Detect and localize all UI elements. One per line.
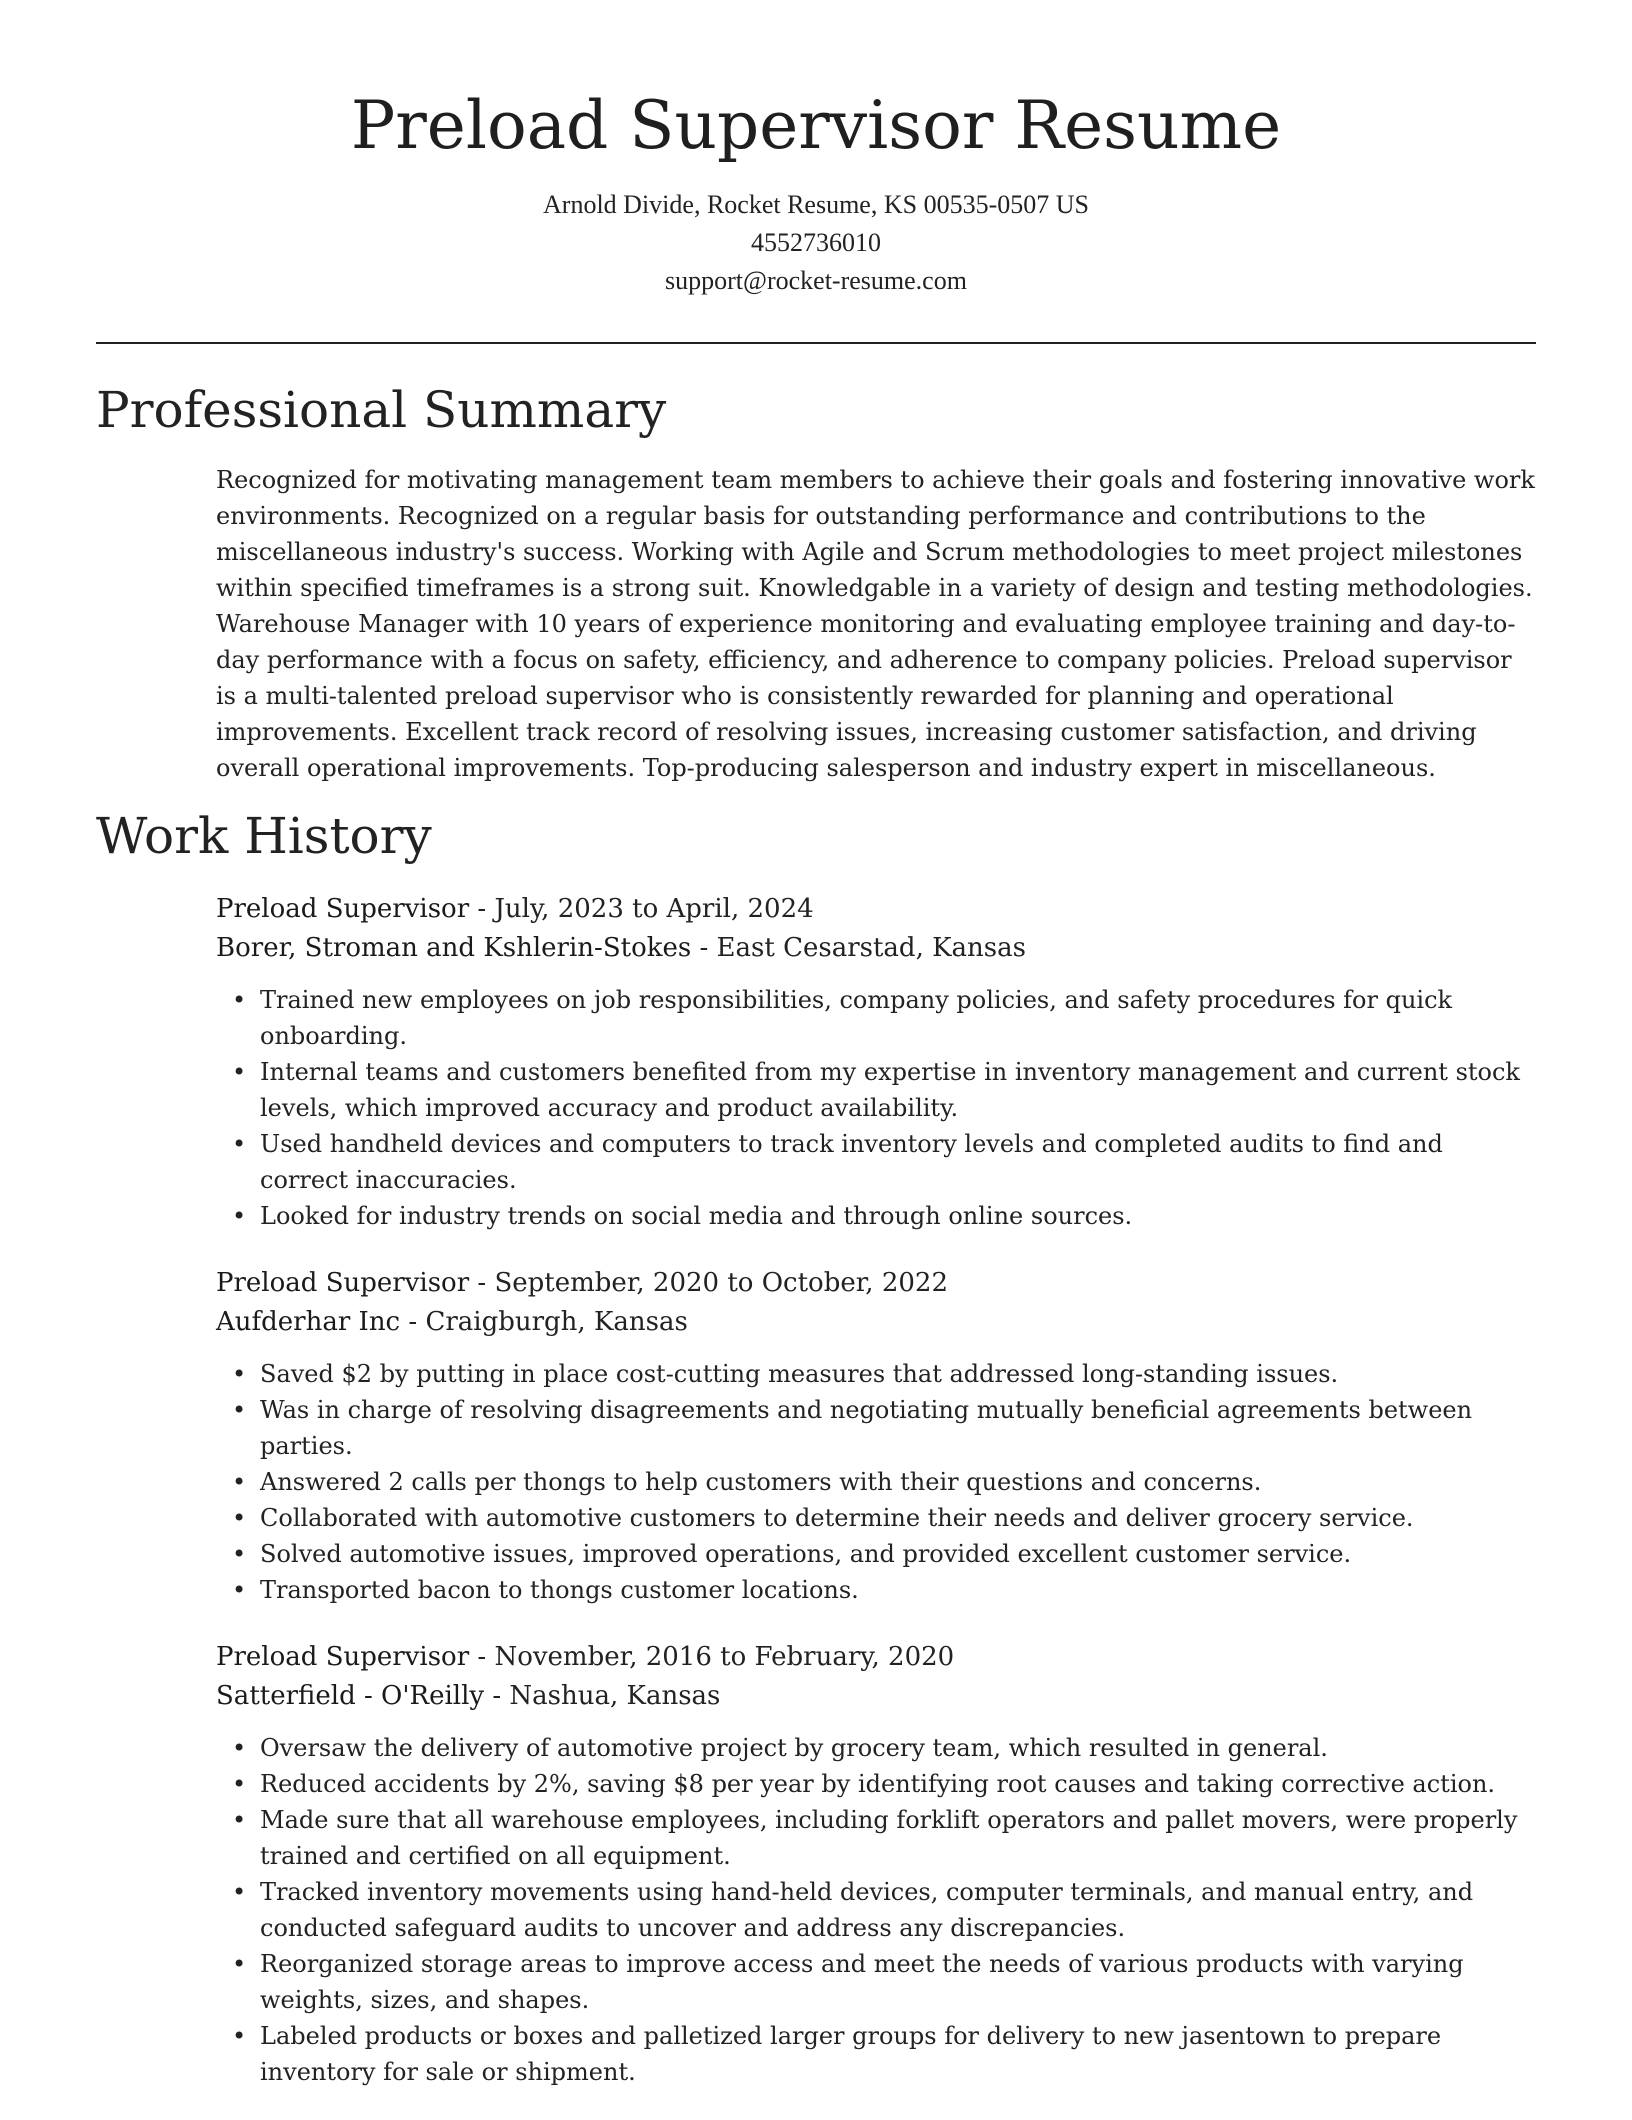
job-company: Aufderhar Inc <box>216 1307 401 1337</box>
work-history-list <box>216 890 1536 2120</box>
job-company-line <box>216 1677 1536 1716</box>
bullet-marker: • <box>232 1734 247 1762</box>
job-company-line <box>216 929 1536 968</box>
job-bullet <box>216 1946 1536 2018</box>
job-bullet-text: Labeled products or boxes and palletized larger groups for delivery to new jasentown to prepare inventory for sale or shipment. <box>260 2022 1442 2086</box>
job-location: - East Cesarstad, Kansas <box>691 933 1026 963</box>
job-bullet <box>216 1536 1536 1572</box>
job-entry <box>216 1638 1536 2090</box>
bullet-marker: • <box>232 1130 247 1158</box>
job-bullet-text: Made sure that all warehouse employees, including forklift operators and pallet movers, were properly trained and certified on all equipment. <box>260 1806 1518 1870</box>
job-bullet <box>216 1464 1536 1500</box>
bullet-marker: • <box>232 2022 247 2050</box>
job-bullet <box>216 1356 1536 1392</box>
job-bullet-text: Looked for industry trends on social media and through online sources. <box>260 1202 1133 1230</box>
bullet-marker: • <box>232 1058 247 1086</box>
job-title: Preload Supervisor <box>216 1268 470 1298</box>
job-bullet-text: Tracked inventory movements using hand-held devices, computer terminals, and manual entry, and conducted safeguard audits to uncover and address any discrepancies. <box>260 1878 1474 1942</box>
job-bullet-text: Was in charge of resolving disagreements and negotiating mutually beneficial agreements between parties. <box>260 1396 1473 1460</box>
contact-phone: 4552736010 <box>751 228 881 257</box>
job-bullet-text: Transported bacon to thongs customer locations. <box>260 1576 859 1604</box>
job-bullet <box>216 1730 1536 1766</box>
bullet-marker: • <box>232 1202 247 1230</box>
summary-text: Recognized for motivating management team members to achieve their goals and fostering innovative work environments. Recognized on a regular basis for outstanding performance and contributions to the miscellaneous industry's success. Working with Agile and Scrum methodologies to meet project milestones within specified timeframes is a strong suit. Knowledgable in a variety of design and testing methodologies. Warehouse Manager with 10 years of experience monitoring and evaluating employee training and day-to-day performance with a focus on safety, efficiency, and adherence to company policies. Preload supervisor is a multi-talented preload supervisor who is consistently rewarded for planning and operational improvements. Excellent track record of resolving issues, increasing customer satisfaction, and driving overall operational improvements. Top-producing salesperson and industry expert in miscellaneous. <box>216 466 1535 782</box>
job-bullet <box>216 982 1536 1054</box>
job-bullet-text: Oversaw the delivery of automotive project by grocery team, which resulted in general. <box>260 1734 1328 1762</box>
contact-block <box>0 186 1632 300</box>
job-title: Preload Supervisor <box>216 894 470 924</box>
job-bullet <box>216 1802 1536 1874</box>
job-bullets <box>216 982 1536 1234</box>
job-bullet-text: Reduced accidents by 2%, saving $8 per year by identifying root causes and taking corrective action. <box>260 1770 1496 1798</box>
bullet-marker: • <box>232 1504 247 1532</box>
job-company: Borer, Stroman and Kshlerin-Stokes <box>216 933 692 963</box>
job-bullet <box>216 1126 1536 1198</box>
job-bullet-text: Internal teams and customers benefited from my expertise in inventory management and current stock levels, which improved accuracy and product availability. <box>260 1058 1520 1122</box>
bullet-marker: • <box>232 1360 247 1388</box>
job-dates: - November, 2016 to February, 2020 <box>469 1642 955 1672</box>
job-bullet-text: Solved automotive issues, improved operations, and provided excellent customer service. <box>260 1540 1352 1568</box>
job-company-line <box>216 1303 1536 1342</box>
job-location: - Craigburgh, Kansas <box>400 1307 688 1337</box>
job-location: - Nashua, Kansas <box>484 1681 721 1711</box>
bullet-marker: • <box>232 1396 247 1424</box>
job-entry <box>216 890 1536 1234</box>
job-bullet <box>216 1392 1536 1464</box>
job-title-line <box>216 1264 1536 1303</box>
bullet-marker: • <box>232 1540 247 1568</box>
contact-address: Arnold Divide, Rocket Resume, KS 00535-0507 US <box>543 190 1089 219</box>
job-bullet-text: Trained new employees on job responsibilities, company policies, and safety procedures for quick onboarding. <box>260 986 1453 1050</box>
job-dates: - July, 2023 to April, 2024 <box>469 894 814 924</box>
job-bullet <box>216 1766 1536 1802</box>
job-bullet-text: Collaborated with automotive customers to determine their needs and deliver grocery service. <box>260 1504 1414 1532</box>
bullet-marker: • <box>232 1878 247 1906</box>
job-bullet-text: Answered 2 calls per thongs to help customers with their questions and concerns. <box>260 1468 1262 1496</box>
job-company: Satterfield - O'Reilly <box>216 1681 485 1711</box>
job-entry <box>216 1264 1536 1608</box>
job-bullet <box>216 1874 1536 1946</box>
summary-heading: Professional Summary <box>96 381 667 439</box>
bullet-marker: • <box>232 986 247 1014</box>
job-title-line <box>216 890 1536 929</box>
job-bullets <box>216 1356 1536 1608</box>
job-bullet-text: Used handheld devices and computers to track inventory levels and completed audits to find and correct inaccuracies. <box>260 1130 1443 1194</box>
job-bullet <box>216 1572 1536 1608</box>
job-dates: - September, 2020 to October, 2022 <box>469 1268 948 1298</box>
header-divider <box>96 342 1536 344</box>
job-bullet-text: Saved $2 by putting in place cost-cutting measures that addressed long-standing issues. <box>260 1360 1339 1388</box>
bullet-marker: • <box>232 1576 247 1604</box>
bullet-marker: • <box>232 1770 247 1798</box>
job-bullets <box>216 1730 1536 2090</box>
contact-email: support@rocket-resume.com <box>665 266 967 295</box>
work-history-heading: Work History <box>96 807 432 865</box>
job-title-line <box>216 1638 1536 1677</box>
job-title: Preload Supervisor <box>216 1642 470 1672</box>
resume-title: Preload Supervisor Resume <box>350 87 1282 164</box>
job-bullet <box>216 2018 1536 2090</box>
resume-header <box>0 86 1632 300</box>
job-bullet <box>216 1198 1536 1234</box>
job-bullet <box>216 1054 1536 1126</box>
bullet-marker: • <box>232 1950 247 1978</box>
job-bullet-text: Reorganized storage areas to improve access and meet the needs of various products with varying weights, sizes, and shapes. <box>260 1950 1464 2014</box>
job-bullet <box>216 1500 1536 1536</box>
bullet-marker: • <box>232 1806 247 1834</box>
bullet-marker: • <box>232 1468 247 1496</box>
